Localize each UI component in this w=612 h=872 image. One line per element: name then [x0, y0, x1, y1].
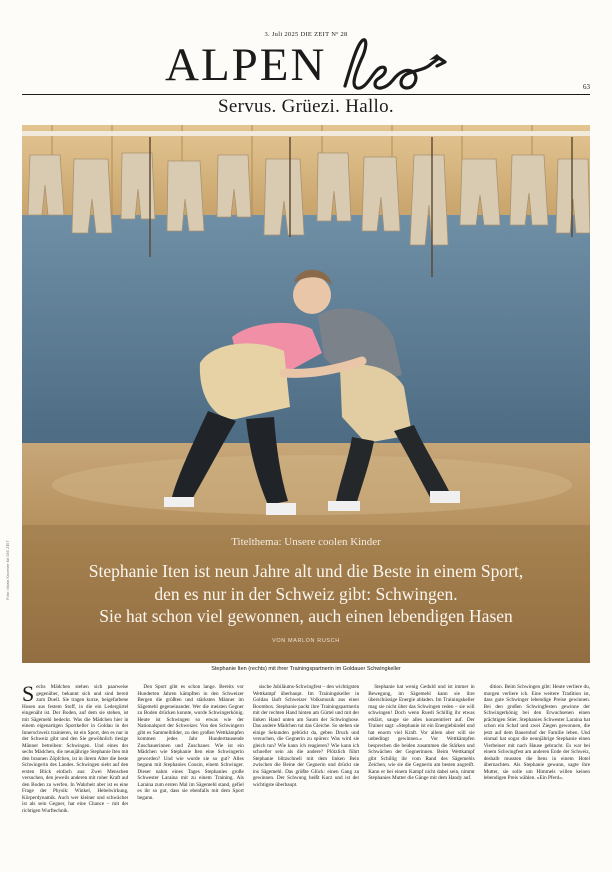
article-column — [22, 684, 128, 864]
drop-cap: S — [22, 684, 35, 706]
article-column — [484, 684, 590, 864]
column-text: Stephanie hat wenig Geduld und ist immer in Bewegung, im Sägemehl kann sie ihre überschüssige Energie abladen. Im Trainingskeller mag sie nicht über das Schwingen reden – sie will schwingen! Doch wenn Ruedi Schillig ihr etwas erklärt, sauge sie alles konzentriert auf. Der Trainer sagt: »Stephanie ist ein Energiebündel und hat enorm viel Kraft. Vor allem aber will sie unbedingt gewinnen.« Vor Wettkämpfen besprechen die beiden zusammen die Stärken und Schwächen der Gegnerinnen. Beim Wettkampf gibt Schillig ihr vom Rand des Sägemehls Zeichen, wie sie die Gegnerin am besten angreift. Kann er bei einem Kampf nicht dabei sein, nimmt Stephanies Mutter die Gänge mit dem Handy auf. — [368, 684, 475, 781]
headline — [40, 560, 572, 628]
headline-line: den es nur in der Schweiz gibt: Schwingen. — [154, 583, 458, 604]
column-text: dition. Beim Schwingen gibt: Heute verliere du, morgen verliere ich. Eine weitere Tradition ist, dass gute Schwinger lebendige Preise gewinnen. Bei den großen Schwingfesten gewinne der Schwingerkönig bei den Erwachsenen einen prächtigen Stier. Stephanies Schwester Laraina hat schon ein Schaf und zwei Ziegen gewonnen, die jetzt auf dem Bauernhof der Familie leben. Und einmal hat sogar die neunjährige Stephanie einen Vierbeiner mit nach Hause gebracht. Es war bei einem Schwingfest am anderen Ende der Schweiz, deshalb mussten die Itens in einem Hotel übernachten. Als Stephanie gewann, sagte ihre Mutter, sie solle um Himmels willen keinen lebendigen Preis wählen. »Ein Pferd«. — [483, 684, 591, 781]
article-column — [253, 684, 359, 864]
headline-line: Sie hat schon viel gewonnen, auch einen lebendigen Hasen — [99, 606, 513, 626]
page-number: 63 — [583, 83, 590, 91]
headline-line: Stephanie Iten ist neun Jahre alt und die Beste in einem Sport, — [88, 561, 524, 581]
photo-credit: Foto: Maria Knoener für DIE ZEIT — [5, 540, 10, 600]
article-body — [22, 684, 590, 864]
dateline: 3. Juli 2025 DIE ZEIT Nº 28 — [264, 31, 348, 38]
masthead — [0, 34, 612, 96]
masthead-word: ALPEN — [165, 39, 327, 91]
article-column — [137, 684, 243, 864]
tagline: Servus. Grüezi. Hallo. — [218, 96, 394, 117]
masthead-leo-logo — [341, 36, 451, 94]
column-text: Den Sport gibt es schon lange. Bereits vor Hunderten Jahren kämpften in den Schweizer Bergen die größten und stärksten Männer im Sägemehl gegeneinander. Wer die meisten Gegner zu Boden drücken konnte, wurde Schwingerkönig. Heute ist Schwingen so etwas wie der Nationalsport der Schweizer. Von den Schwingern gibt es Sammelbilder, zu den großen Wettkämpfen kommen jedes Jahr Hunderttausende Zuschauerinnen und Zuschauer. Wie ist ein Mädchen wie Stephanie Iten eine Schwingerin geworden? Und wie wurde sie so gut? Alles begann mit Stephanies Cousin, einem Schwinger. Dieser nahm eines Tages Stephanies große Schwester Laraina mit zu einem Training. Als Laraina zum ersten Mal im Sägemehl stand, gefiel es ihr so gut, dass sie ebenfalls mit dem Sport begann. — [137, 684, 244, 801]
kicker: Titelthema: Unsere coolen Kinder — [231, 536, 381, 548]
header-rule — [22, 94, 590, 95]
column-text: sische Jubiläums-Schwingfest – den wichtigsten Wettkampf überhaupt. Im Trainingskeller in Goldau läuft Schweizer Volksmusik aus einer Boombox. Stephanie packt ihre Trainingspartnerin mit der rechten Hand hinten am Gürtel und mit der linken Hand unten am Saum der Schwinghose. Das andere Mädchen tut das Gleiche. So stehen sie einige Sekunden gebückt da, geben Druck und versuchen, die Gegnerin zu spüren: Was wird sie gleich tun? Wie kann ich reagieren? Wie kann ich schneller sein als die andere? Plötzlich führt Stephanie blitzschnell mit dem linken Bein zwischen die Beine der Gegnerin und drückt sie ins Sägemehl. Das größte Glück: einen Gang zu gewinnen. Der Schwung heißt Kurz und ist der wichtigste überhaupt. — [252, 684, 360, 788]
column-text: echs Mädchen stehen sich paarweise gegenüber, bekannt sich und sind bereit zum Duell. Sie tragen kurze, beigefarbene Hosen aus festem Stoff, in die ein Ledergürtel eingenäht ist. Der Boden, auf dem sie stehen, ist mit Sägemehl bedeckt. Was die Mädchen hier in einem eigenartigen Sportkeller in Goldau in der Innerschweiz trainieren, ist ein Sport, den es nur in der Schweiz gibt und den Sie gewöhnlich riesige Männer betreiben: Schwingen. Und eines der sechs Mädchen, die neunjährige Stephanie Iten mit den braunen Zöpfchen, ist in ihrem Alter die beste Schwingerin des Landes. Schwingen sieht auf den ersten Blick einfach aus: Zwei Menschen versuchen, den jeweils anderen mit roher Kraft auf den Boden zu werfen. In Wahrheit aber ist es eine Frage der Physik: Winkel, Hebelwirkung, Körperdynamik. Auch wer kleiner und schwächer ist als sein Gegner, hat eine Chance – mit der richtigen Wurftechnik. — [22, 684, 129, 814]
article-column — [368, 684, 474, 864]
byline: VON MARLON RUSCH — [272, 638, 340, 644]
photo-caption: Stephanie Iten (rechts) mit ihrer Trainingspartnerin im Goldauer Schwingkeller — [211, 666, 401, 672]
